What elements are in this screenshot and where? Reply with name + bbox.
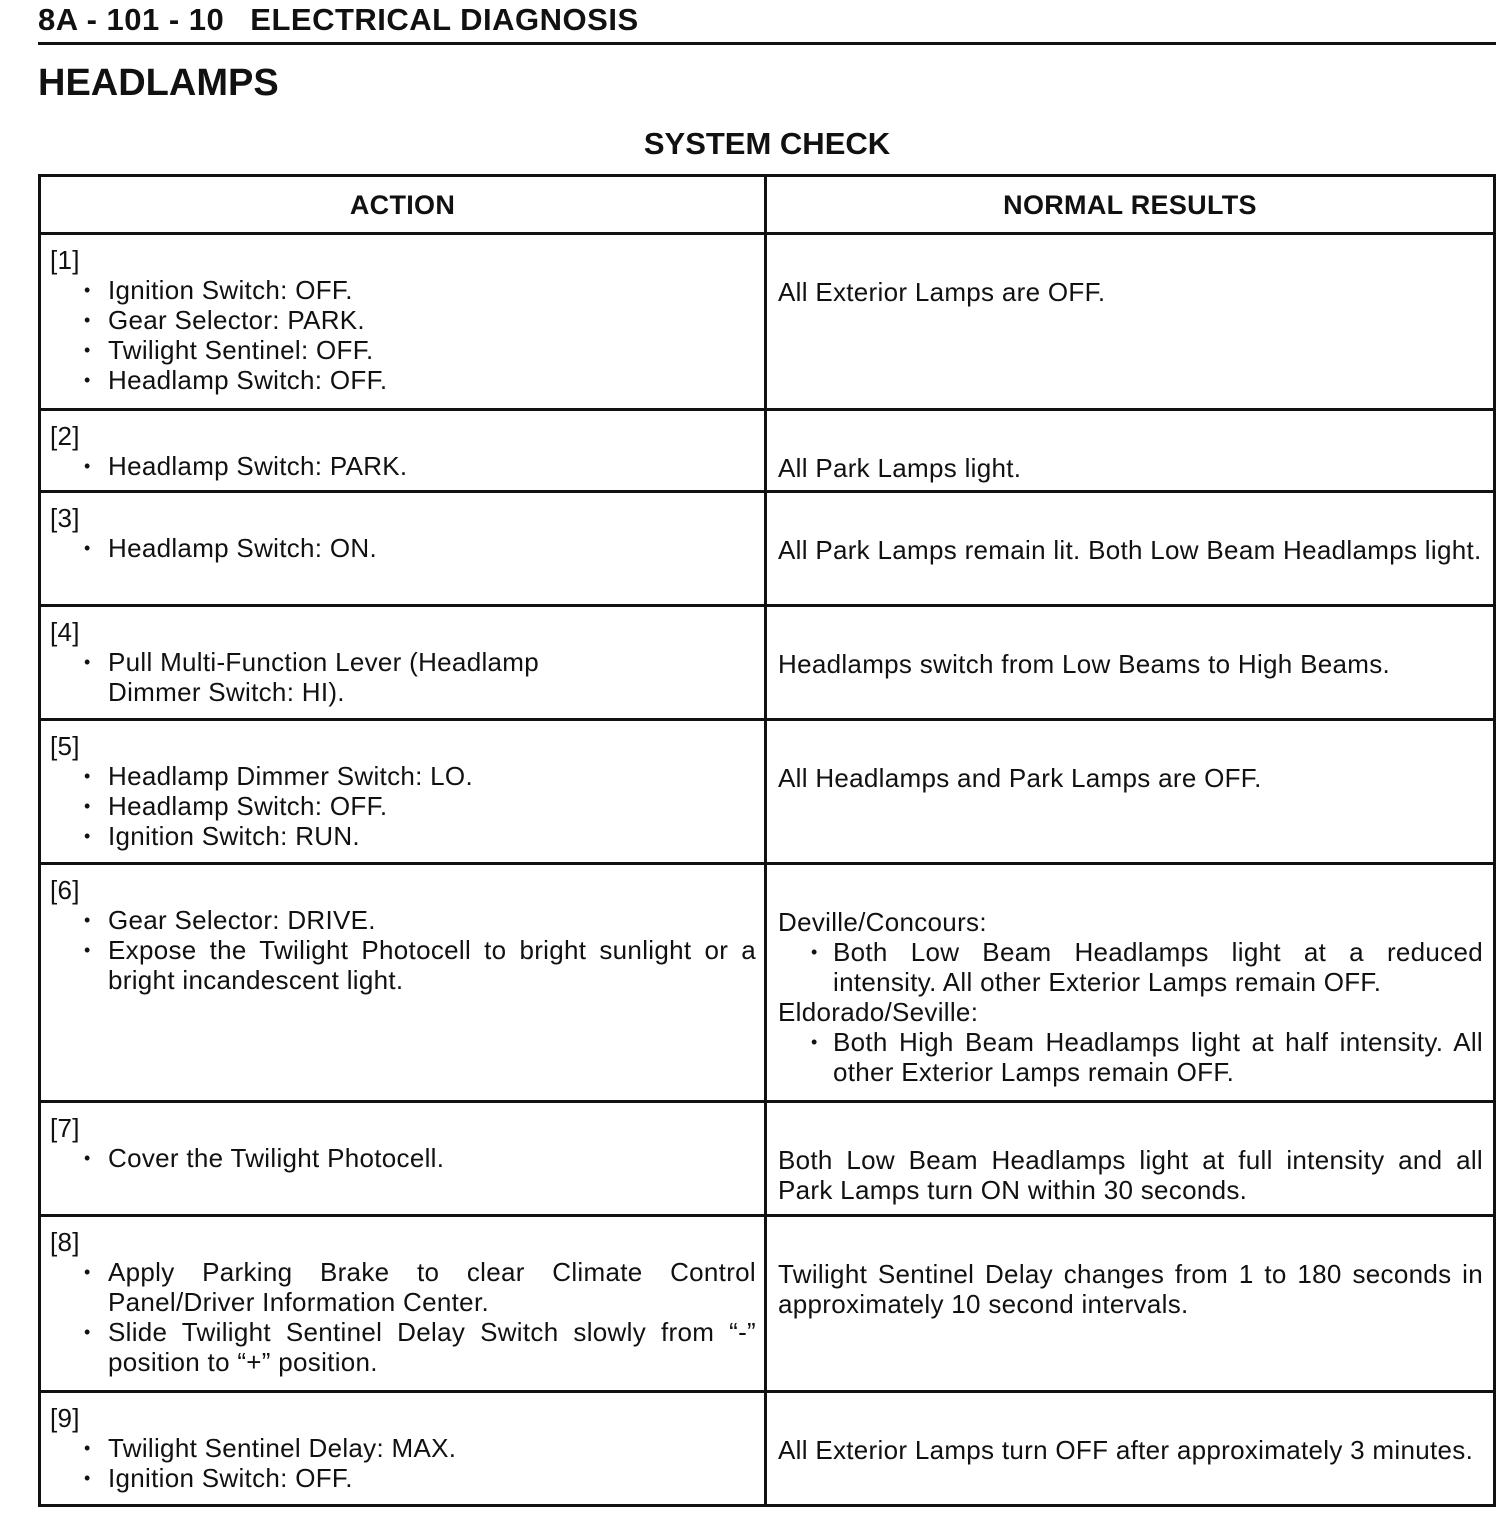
action-cell [40, 1392, 766, 1506]
action-item: • Gear Selector: DRIVE. [108, 905, 756, 935]
table-row [40, 1102, 1495, 1216]
result-group-heading: Deville/Concours: [778, 907, 987, 937]
step-number: [9] [50, 1403, 80, 1433]
result-cell: All Park Lamps light. [766, 410, 1495, 492]
step-number: [8] [50, 1227, 80, 1257]
action-item: • Headlamp Dimmer Switch: LO. [108, 761, 756, 791]
page-number: 8A - 101 - 10 [38, 2, 225, 37]
action-item: • Ignition Switch: OFF. [108, 275, 756, 305]
result-item: • Both High Beam Headlamps light at half intensity. All other Exterior Lamps remain OFF. [833, 1027, 1483, 1087]
step-number: [6] [50, 875, 80, 905]
action-item: • Pull Multi-Function Lever (Headlamp Dimmer Switch: HI). [108, 647, 548, 707]
action-item: • Headlamp Switch: ON. [108, 533, 756, 563]
step-number: [3] [50, 503, 80, 533]
result-list [778, 1027, 1483, 1087]
action-item: • Twilight Sentinel: OFF. [108, 335, 756, 365]
table-row [40, 492, 1495, 606]
step-number: [4] [50, 617, 80, 647]
action-cell [40, 1102, 766, 1216]
table-header-row [40, 176, 1495, 234]
table-row [40, 410, 1495, 492]
table-row [40, 1216, 1495, 1392]
action-list [50, 275, 756, 395]
result-item: • Both Low Beam Headlamps light at a reduced intensity. All other Exterior Lamps remain OFF. [833, 937, 1483, 997]
action-list [50, 905, 756, 995]
result-cell: All Exterior Lamps are OFF. [766, 234, 1495, 410]
action-item: • Headlamp Switch: OFF. [108, 791, 756, 821]
table-row [40, 720, 1495, 864]
action-list [50, 451, 756, 481]
action-cell [40, 720, 766, 864]
action-list [50, 761, 756, 851]
page-header [38, 2, 639, 38]
action-item: • Ignition Switch: RUN. [108, 821, 756, 851]
section-title: ELECTRICAL DIAGNOSIS [250, 2, 639, 37]
action-list [50, 1257, 756, 1377]
header-rule [38, 42, 1496, 45]
table-title: SYSTEM CHECK [643, 126, 891, 161]
action-item: • Headlamp Switch: OFF. [108, 365, 756, 395]
step-number: [5] [50, 731, 80, 761]
action-item: • Expose the Twilight Photocell to bright sunlight or a bright incandescent light. [108, 935, 756, 995]
action-item: • Twilight Sentinel Delay: MAX. [108, 1433, 756, 1463]
action-item: • Ignition Switch: OFF. [108, 1463, 756, 1493]
action-cell [40, 606, 766, 720]
table-row [40, 234, 1495, 410]
result-cell: Both Low Beam Headlamps light at full intensity and all Park Lamps turn ON within 30 seconds. [766, 1102, 1495, 1216]
action-list [50, 533, 756, 563]
result-list [778, 937, 1483, 997]
action-list [50, 1143, 756, 1173]
column-header-normal-results: NORMAL RESULTS [766, 176, 1495, 234]
result-cell: Headlamps switch from Low Beams to High Beams. [766, 606, 1495, 720]
step-number: [7] [50, 1113, 80, 1143]
table-row [40, 864, 1495, 1102]
action-cell [40, 410, 766, 492]
result-group-heading: Eldorado/Seville: [778, 997, 979, 1027]
result-cell: All Headlamps and Park Lamps are OFF. [766, 720, 1495, 864]
action-item: • Gear Selector: PARK. [108, 305, 756, 335]
action-cell [40, 492, 766, 606]
step-number: [1] [50, 245, 80, 275]
table-row [40, 606, 1495, 720]
action-list [50, 647, 756, 707]
action-item: • Slide Twilight Sentinel Delay Switch slowly from “-” position to “+” position. [108, 1317, 756, 1377]
result-cell [766, 864, 1495, 1102]
column-header-action: ACTION [40, 176, 766, 234]
action-item: • Apply Parking Brake to clear Climate Control Panel/Driver Information Center. [108, 1257, 756, 1317]
action-cell [40, 1216, 766, 1392]
action-item: • Headlamp Switch: PARK. [108, 451, 756, 481]
page-title: HEADLAMPS [38, 62, 279, 104]
action-cell [40, 864, 766, 1102]
action-item: • Cover the Twilight Photocell. [108, 1143, 756, 1173]
system-check-table [38, 174, 1496, 1507]
result-cell: All Park Lamps remain lit. Both Low Beam Headlamps light. [766, 492, 1495, 606]
action-cell [40, 234, 766, 410]
result-cell: Twilight Sentinel Delay changes from 1 to 180 seconds in approximately 10 second intervals. [766, 1216, 1495, 1392]
action-list [50, 1433, 756, 1493]
table-row [40, 1392, 1495, 1506]
step-number: [2] [50, 421, 80, 451]
result-cell: All Exterior Lamps turn OFF after approximately 3 minutes. [766, 1392, 1495, 1506]
